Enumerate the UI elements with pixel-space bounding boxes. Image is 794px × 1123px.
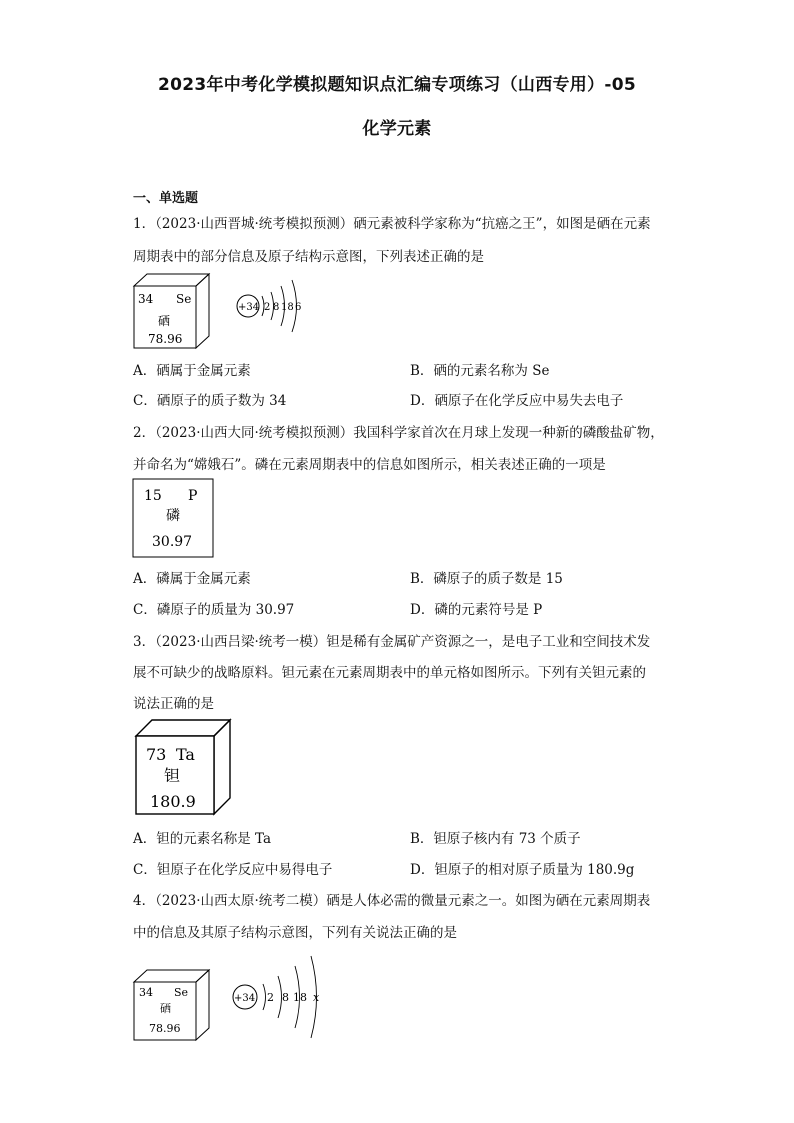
q3-option-c[interactable]: C．钽原子在化学反应中易得电子 <box>133 862 333 878</box>
q4-element-cube <box>134 970 209 1040</box>
q3-stem-line-2: 展不可缺少的战略原料。钽元素在元素周期表中的单元格如图所示。下列有关钽元素的 <box>133 665 646 681</box>
q1-option-c[interactable]: C．硒原子的质子数为 34 <box>133 393 287 409</box>
q3-tantalum-figure <box>132 718 234 818</box>
q4-element-symbol: Se <box>174 986 189 999</box>
q4-atomic-number: 34 <box>139 986 153 999</box>
q4-shell-1: 2 <box>267 991 274 1004</box>
q1-stem-line-2: 周期表中的部分信息及原子结构示意图，下列表述正确的是 <box>133 249 484 265</box>
q2-atomic-number: 15 <box>144 488 162 504</box>
q1-option-a[interactable]: A．硒属于金属元素 <box>133 363 251 379</box>
q3-stem-line-1: 3．（2023·山西吕梁·统考一模）钽是稀有金属矿产资源之一，是电子工业和空间技术发 <box>133 634 651 650</box>
q1-stem-line-1: 1．（2023·山西晋城·统考模拟预测）硒元素被科学家称为“抗癌之王”，如图是硒在元素 <box>133 216 651 232</box>
q3-option-a[interactable]: A．钽的元素名称是 Ta <box>133 831 272 847</box>
q1-element-symbol: Se <box>176 292 192 306</box>
q3-element-name: 钽 <box>164 766 181 785</box>
q3-atomic-mass: 180.9 <box>150 792 196 811</box>
q3-option-b[interactable]: B．钽原子核内有 73 个质子 <box>410 831 581 847</box>
q4-shell-2: 8 <box>282 991 289 1004</box>
q1-shell-1: 2 <box>264 302 271 313</box>
q4-nucleus-charge: +34 <box>234 993 256 1004</box>
page-title: 2023年中考化学模拟题知识点汇编专项练习（山西专用）-05 <box>157 75 637 95</box>
q2-atomic-mass: 30.97 <box>152 534 193 550</box>
q1-nucleus-charge: +34 <box>238 302 260 313</box>
section-heading: 一、单选题 <box>133 191 199 206</box>
q4-shell-3: 18 <box>293 991 307 1004</box>
q1-atomic-mass: 78.96 <box>148 332 183 346</box>
q2-option-c[interactable]: C．磷原子的质量为 30.97 <box>133 602 295 618</box>
q2-option-d[interactable]: D．磷的元素符号是 P <box>410 602 543 618</box>
q1-shell-3: 18 <box>281 302 294 313</box>
q1-shell-4: 6 <box>295 302 302 313</box>
q2-element-name: 磷 <box>166 508 180 524</box>
q3-element-symbol: Ta <box>176 745 195 764</box>
q2-option-a[interactable]: A．磷属于金属元素 <box>133 571 251 587</box>
q1-element-name: 硒 <box>158 314 171 328</box>
q2-element-symbol: P <box>188 488 198 504</box>
q4-stem-line-1: 4．（2023·山西太原·统考二模）硒是人体必需的微量元素之一。如图为硒在元素周期表 <box>133 893 651 909</box>
q2-option-b[interactable]: B．磷原子的质子数是 15 <box>410 571 563 587</box>
q4-selenium-figure <box>130 950 326 1042</box>
q1-atom-diagram <box>237 280 301 332</box>
q4-element-name: 硒 <box>160 1002 171 1015</box>
q1-option-b[interactable]: B．硒的元素名称为 Se <box>410 363 550 379</box>
q2-phosphorus-figure <box>132 478 216 560</box>
q3-stem-line-3: 说法正确的是 <box>133 696 214 712</box>
q1-shell-2: 8 <box>273 302 280 313</box>
q4-shell-4: x <box>313 991 320 1004</box>
q1-selenium-figure <box>130 270 320 352</box>
q4-stem-line-2: 中的信息及其原子结构示意图，下列有关说法正确的是 <box>133 925 457 941</box>
q2-stem-line-1: 2．（2023·山西大同·统考模拟预测）我国科学家首次在月球上发现一种新的磷酸盐矿物， <box>133 425 664 441</box>
q1-option-d[interactable]: D．硒原子在化学反应中易失去电子 <box>410 393 624 409</box>
q3-option-d[interactable]: D．钽原子的相对原子质量为 180.9g <box>410 862 635 878</box>
q3-atomic-number: 73 <box>146 745 167 764</box>
q4-atom-diagram <box>233 956 320 1038</box>
q4-atomic-mass: 78.96 <box>149 1022 181 1035</box>
q1-atomic-number: 34 <box>138 292 154 306</box>
page-subtitle: 化学元素 <box>362 119 432 139</box>
q1-element-cube <box>134 274 209 348</box>
q2-stem-line-2: 并命名为“嫦娥石”。磷在元素周期表中的信息如图所示，相关表述正确的一项是 <box>133 457 606 473</box>
